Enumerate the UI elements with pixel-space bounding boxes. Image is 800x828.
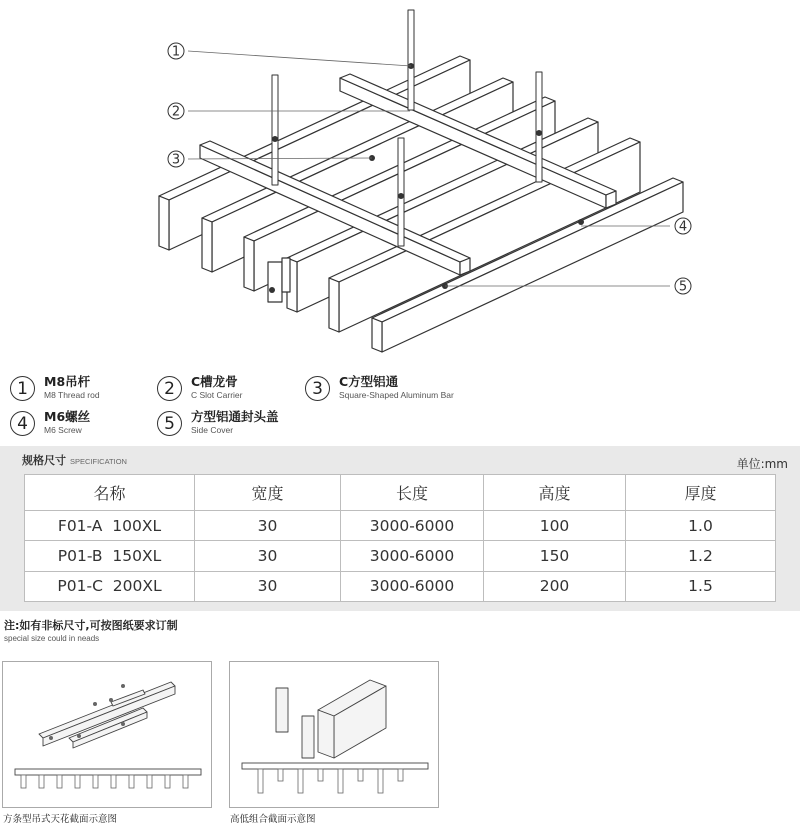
legend-number: 2 (157, 376, 182, 401)
legend-zh: M6螺丝 (44, 409, 91, 424)
legend-en: Side Cover (191, 425, 234, 436)
cell-width: 30 (195, 541, 341, 571)
left-panel-caption: 方条型吊式天花截面示意图 (3, 814, 118, 825)
cell-length: 3000-6000 (341, 571, 484, 601)
cell-width: 30 (195, 571, 341, 601)
legend-zh: C方型铝通 (339, 374, 399, 389)
callout-label: 1 (171, 44, 181, 60)
spec-title-zh: 规格尺寸 (22, 454, 66, 467)
legend-number: 3 (305, 376, 330, 401)
legend-item-c-slot-carrier (157, 375, 242, 401)
right-panel-caption: 高低组合截面示意图 (230, 814, 316, 825)
cell-height: 100 (484, 511, 626, 541)
hanging-ceiling-section-drawing (3, 662, 211, 807)
legend-item-m6-screw (10, 410, 90, 436)
table-row (25, 571, 776, 601)
callout-label: 2 (171, 104, 181, 120)
cell-thickness: 1.0 (626, 511, 776, 541)
legend-zh: 方型铝通封头盖 (191, 409, 279, 424)
legend-item-aluminum-bar (305, 375, 454, 401)
cell-height: 150 (484, 541, 626, 571)
callout-label: 4 (678, 219, 688, 235)
legend-en: M8 Thread rod (44, 390, 100, 401)
cell-length: 3000-6000 (341, 541, 484, 571)
legend-number: 1 (10, 376, 35, 401)
legend-en: M6 Screw (44, 425, 82, 436)
cell-thickness: 1.5 (626, 571, 776, 601)
header-name: 名称 (25, 475, 195, 511)
cell-name: P01-C 200XL (25, 571, 195, 601)
legend-en: Square-Shaped Aluminum Bar (339, 390, 454, 401)
hanging-ceiling-section-panel (2, 661, 212, 808)
legend-item-thread-rod (10, 375, 100, 401)
cell-thickness: 1.2 (626, 541, 776, 571)
callout-label: 3 (171, 152, 181, 168)
header-length: 长度 (341, 475, 484, 511)
cell-name: P01-B 150XL (25, 541, 195, 571)
legend-number: 5 (157, 411, 182, 436)
header-thickness: 厚度 (626, 475, 776, 511)
legend-zh: C槽龙骨 (191, 374, 238, 389)
spec-unit: 单位:mm (736, 457, 788, 471)
cell-name: F01-A 100XL (25, 511, 195, 541)
cell-height: 200 (484, 571, 626, 601)
spec-title (22, 452, 127, 468)
legend-item-side-cover (157, 410, 279, 436)
custom-size-note-en: special size could in neads (4, 634, 100, 643)
header-height: 高度 (484, 475, 626, 511)
table-row (25, 511, 776, 541)
combined-height-section-drawing (230, 662, 438, 807)
table-row (25, 541, 776, 571)
header-width: 宽度 (195, 475, 341, 511)
callout-label: 5 (678, 279, 688, 295)
cell-length: 3000-6000 (341, 511, 484, 541)
legend-zh: M8吊杆 (44, 374, 91, 389)
cell-width: 30 (195, 511, 341, 541)
custom-size-note: 注:如有非标尺寸,可按图纸要求订制 (4, 619, 178, 632)
spec-title-en: SPECIFICATION (70, 457, 127, 466)
ceiling-assembly-diagram (0, 0, 800, 360)
spec-table (24, 474, 776, 602)
legend-en: C Slot Carrier (191, 390, 243, 401)
combined-height-section-panel (229, 661, 439, 808)
legend-number: 4 (10, 411, 35, 436)
table-header-row (25, 475, 776, 511)
